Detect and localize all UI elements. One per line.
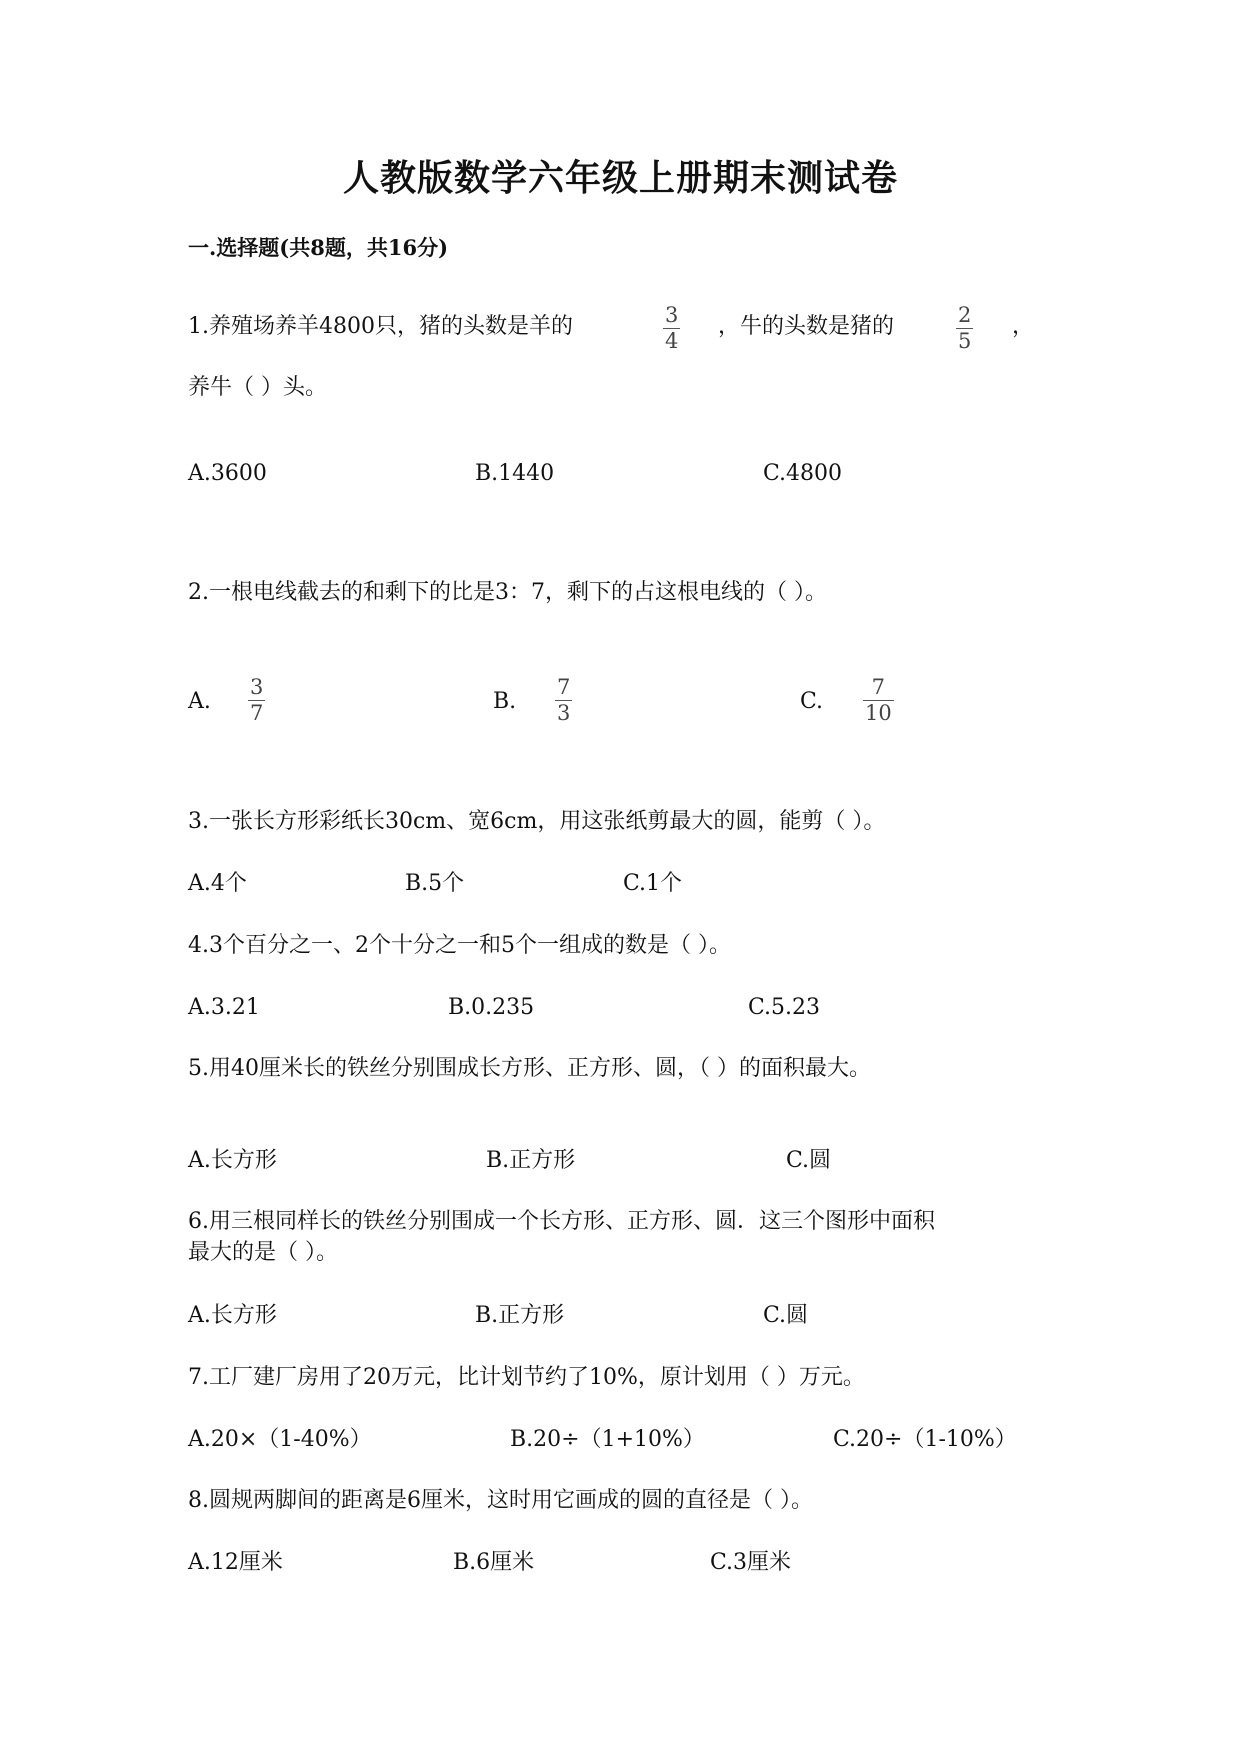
question-2: 2.一根电线截去的和剩下的比是3：7，剩下的占这根电线的（ ）。 (188, 580, 827, 605)
fraction-denominator: 3 (557, 701, 571, 725)
question-1-option-c[interactable]: C.4800 (763, 461, 843, 486)
question-1-fraction-2 (956, 304, 973, 352)
question-2-option-a-fraction[interactable] (248, 676, 265, 724)
question-6-line-1: 6.用三根同样长的铁丝分别围成一个长方形、正方形、圆．这三个图形中面积 (188, 1209, 935, 1234)
question-2-option-a-label[interactable]: A. (188, 689, 211, 714)
question-3-option-c[interactable]: C.1个 (623, 871, 683, 896)
fraction-denominator: 7 (250, 701, 264, 725)
page-title: 人教版数学六年级上册期末测试卷 (342, 157, 898, 199)
question-7: 7.工厂建厂房用了20万元，比计划节约了10%，原计划用（ ）万元。 (188, 1365, 865, 1390)
section-heading: 一.选择题(共8题，共16分) (188, 235, 449, 260)
fraction-denominator: 10 (865, 701, 892, 725)
question-2-option-c-label[interactable]: C. (800, 689, 824, 714)
question-5-option-b[interactable]: B.正方形 (486, 1148, 576, 1173)
fraction-denominator: 4 (665, 329, 679, 353)
question-2-option-b-fraction[interactable] (555, 676, 572, 724)
question-1-option-a[interactable]: A.3600 (188, 461, 267, 486)
fraction-numerator: 7 (557, 675, 571, 699)
question-6-option-b[interactable]: B.正方形 (475, 1303, 565, 1328)
question-2-option-c-fraction[interactable] (863, 676, 894, 724)
question-3-option-a[interactable]: A.4个 (188, 871, 247, 896)
fraction-numerator: 3 (665, 303, 679, 327)
question-1-text-part2: ，牛的头数是猪的 (718, 314, 895, 339)
question-3: 3.一张长方形彩纸长30cm、宽6cm，用这张纸剪最大的圆，能剪（ ）。 (188, 809, 886, 834)
question-6-line-2: 最大的是（ ）。 (188, 1240, 338, 1265)
question-5-option-a[interactable]: A.长方形 (188, 1148, 277, 1173)
question-8-option-a[interactable]: A.12厘米 (188, 1550, 283, 1575)
question-4: 4.3个百分之一、2个十分之一和5个一组成的数是（ ）。 (188, 933, 731, 958)
question-1-option-b[interactable]: B.1440 (475, 461, 555, 486)
question-1 (188, 312, 573, 342)
fraction-numerator: 2 (958, 303, 972, 327)
question-5-option-c[interactable]: C.圆 (786, 1148, 832, 1173)
fraction-numerator: 3 (250, 675, 264, 699)
fraction-numerator: 7 (871, 675, 886, 699)
question-6-option-c[interactable]: C.圆 (763, 1303, 809, 1328)
question-6-option-a[interactable]: A.长方形 (188, 1303, 277, 1328)
question-1-line-2: 养牛（ ）头。 (188, 375, 327, 400)
question-7-option-b[interactable]: B.20÷（1+10%） (510, 1427, 705, 1452)
question-3-option-b[interactable]: B.5个 (405, 871, 465, 896)
question-8-option-b[interactable]: B.6厘米 (453, 1550, 535, 1575)
question-8: 8.圆规两脚间的距离是6厘米，这时用它画成的圆的直径是（ ）。 (188, 1488, 813, 1513)
question-5: 5.用40厘米长的铁丝分别围成长方形、正方形、圆，（ ）的面积最大。 (188, 1056, 871, 1081)
question-4-option-b[interactable]: B.0.235 (448, 995, 535, 1020)
question-7-option-a[interactable]: A.20×（1-40%） (188, 1427, 372, 1452)
question-2-option-b-label[interactable]: B. (493, 689, 517, 714)
question-1-text-part3: ， (1012, 314, 1035, 339)
question-1-text-part1: 1.养殖场养羊4800只，猪的头数是羊的 (188, 314, 573, 339)
question-4-option-c[interactable]: C.5.23 (748, 995, 821, 1020)
fraction-denominator: 5 (958, 329, 972, 353)
question-7-option-c[interactable]: C.20÷（1-10%） (833, 1427, 1017, 1452)
question-1-fraction-1 (663, 304, 680, 352)
question-8-option-c[interactable]: C.3厘米 (710, 1550, 792, 1575)
question-4-option-a[interactable]: A.3.21 (188, 995, 260, 1020)
